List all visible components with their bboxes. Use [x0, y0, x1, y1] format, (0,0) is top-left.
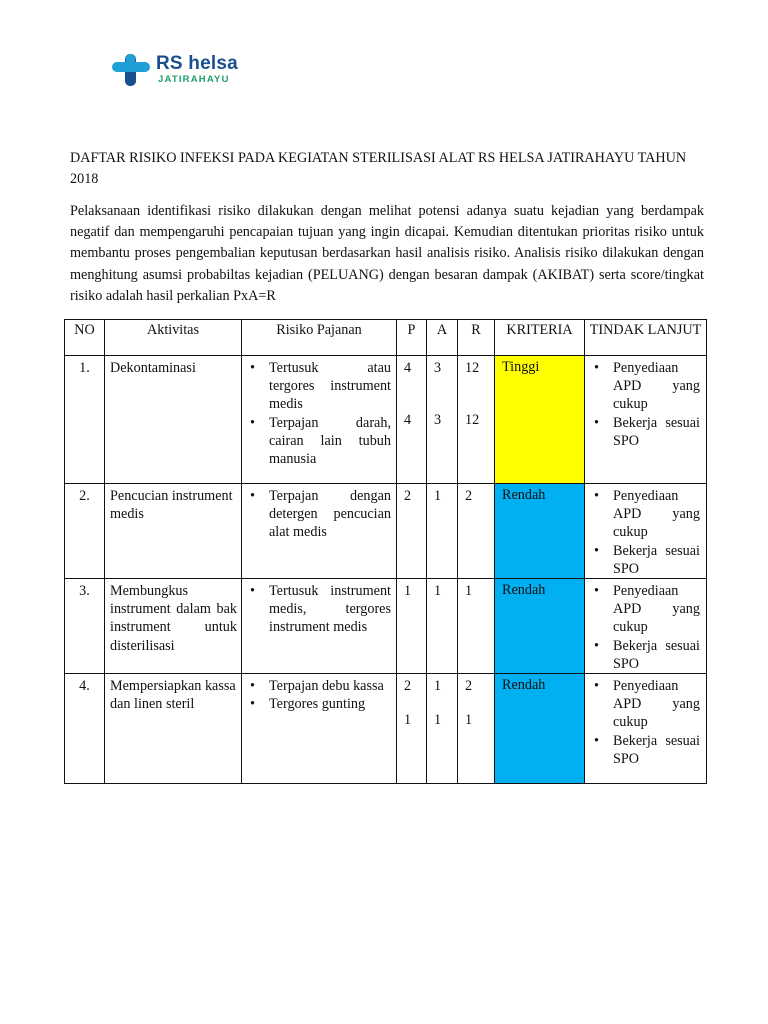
row-tindak-lanjut	[585, 579, 707, 674]
p-value: 4	[404, 412, 412, 429]
a-value: 3	[434, 360, 442, 376]
header-a: A	[427, 320, 458, 356]
row-r	[458, 674, 495, 784]
p-value: 2	[404, 678, 412, 695]
row-no: 1.	[65, 356, 105, 484]
table-row	[65, 579, 707, 674]
r-value: 12	[465, 360, 480, 376]
row-no: 3.	[65, 579, 105, 674]
row-tindak-lanjut	[585, 356, 707, 484]
row-aktivitas: Mempersiapkan kassa dan linen steril	[105, 674, 242, 784]
r-value: 1	[465, 712, 473, 729]
row-risiko	[242, 484, 397, 579]
row-risiko	[242, 579, 397, 674]
row-kriteria: Rendah	[495, 579, 585, 674]
row-p: 1	[397, 579, 427, 674]
tindak-item: • Penyediaan APD yang cukup	[588, 359, 700, 414]
logo-subtitle: JATIRAHAYU	[158, 74, 230, 85]
a-value: 3	[434, 412, 442, 429]
row-tindak-lanjut	[585, 484, 707, 579]
header-aktivitas: Aktivitas	[105, 320, 242, 356]
risk-table	[64, 319, 707, 784]
header-kriteria: KRITERIA	[495, 320, 585, 356]
row-a	[427, 356, 458, 484]
row-p: 2	[397, 484, 427, 579]
table-row	[65, 674, 707, 784]
row-tindak-lanjut	[585, 674, 707, 784]
row-no: 4.	[65, 674, 105, 784]
row-a	[427, 674, 458, 784]
a-value: 1	[434, 678, 442, 695]
risiko-item: • Terpajan debu kassa	[244, 677, 391, 695]
row-aktivitas: Membungkus instrument dalam bak instrument untuk disterilisasi	[105, 579, 242, 674]
row-p	[397, 356, 427, 484]
row-kriteria: Tinggi	[495, 356, 585, 484]
tindak-item: • Bekerja sesuai SPO	[588, 414, 700, 450]
tindak-item: • Bekerja sesuai SPO	[588, 542, 700, 578]
hospital-logo	[110, 50, 260, 90]
tindak-item: • Bekerja sesuai SPO	[588, 637, 700, 673]
risiko-item: • Tertusuk atau tergores instrument medis	[244, 359, 391, 414]
risiko-item: • Terpajan darah, cairan lain tubuh manusia	[244, 414, 391, 469]
header-r: R	[458, 320, 495, 356]
p-value: 4	[404, 360, 412, 376]
table-row	[65, 484, 707, 579]
row-p	[397, 674, 427, 784]
risiko-item: • Terpajan dengan detergen pencucian alat medis	[244, 487, 391, 542]
tindak-item: • Penyediaan APD yang cukup	[588, 677, 700, 732]
a-value: 1	[434, 712, 442, 729]
row-risiko	[242, 356, 397, 484]
r-value: 12	[465, 412, 480, 429]
row-kriteria: Rendah	[495, 484, 585, 579]
header-no: NO	[65, 320, 105, 356]
r-value: 2	[465, 678, 473, 695]
logo-name: RS helsa	[156, 53, 238, 74]
row-aktivitas: Dekontaminasi	[105, 356, 242, 484]
intro-paragraph: Pelaksanaan identifikasi risiko dilakukan dengan melihat potensi adanya suatu kejadian yang berdampak negatif dan mempengaruhi pencapaian tujuan yang ingin dicapai. Kemudian ditentukan prioritas risiko untuk membantu proses pengembalian keputusan berdasarkan hasil analisis risiko. Analisis risiko dilakukan dengan menghitung asumsi probabiltas kejadian (PELUANG) dengan besaran dampak (AKIBAT) serta score/tingkat risiko adalah hasil perkalian PxA=R	[70, 203, 704, 304]
row-a: 1	[427, 484, 458, 579]
tindak-item: • Penyediaan APD yang cukup	[588, 487, 700, 542]
row-kriteria: Rendah	[495, 674, 585, 784]
header-p: P	[397, 320, 427, 356]
table-row	[65, 356, 707, 484]
row-r: 1	[458, 579, 495, 674]
header-risiko: Risiko Pajanan	[242, 320, 397, 356]
row-risiko	[242, 674, 397, 784]
document-title: DAFTAR RISIKO INFEKSI PADA KEGIATAN STERILISASI ALAT RS HELSA JATIRAHAYU TAHUN 2018	[70, 150, 687, 187]
risiko-item: • Tergores gunting	[244, 695, 391, 713]
risiko-item: • Tertusuk instrument medis, tergores instrument medis	[244, 582, 391, 637]
p-value: 1	[404, 712, 412, 729]
table-header-row	[65, 320, 707, 356]
header-tindak-lanjut: TINDAK LANJUT	[585, 320, 707, 356]
cross-hospital-icon	[110, 50, 154, 90]
row-a: 1	[427, 579, 458, 674]
row-aktivitas: Pencucian instrument medis	[105, 484, 242, 579]
tindak-item: • Bekerja sesuai SPO	[588, 732, 700, 768]
tindak-item: • Penyediaan APD yang cukup	[588, 582, 700, 637]
row-r: 2	[458, 484, 495, 579]
row-no: 2.	[65, 484, 105, 579]
row-r	[458, 356, 495, 484]
